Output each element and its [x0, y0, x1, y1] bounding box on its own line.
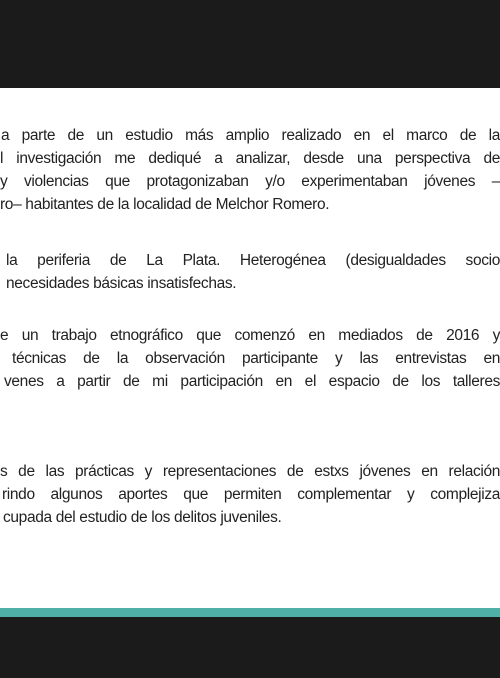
text-line: a parte de un estudio más amplio realizado en el marco de la	[1, 127, 500, 144]
paragraph-study-context	[0, 124, 500, 216]
text-line: e un trabajo etnográfico que comenzó en mediados de 2016 y	[0, 327, 500, 344]
paragraph-contributions	[0, 460, 500, 529]
text-line: venes a partir de mi participación en el espacio de los talleres	[4, 373, 500, 390]
text-line: s de las prácticas y representaciones de estxs jóvenes en relación	[0, 463, 500, 480]
text-line: cupada del estudio de los delitos juveniles.	[3, 509, 282, 526]
text-line: l investigación me dediqué a analizar, desde una perspectiva de	[0, 150, 500, 167]
paragraph-location	[0, 249, 500, 295]
text-line: la periferia de La Plata. Heterogénea (desigualdades socio	[6, 252, 500, 269]
top-bar	[0, 0, 500, 88]
text-line: necesidades básicas insatisfechas.	[6, 275, 237, 292]
text-line: y violencias que protagonizaban y/o experimentaban jóvenes –	[0, 173, 500, 190]
text-line: rindo algunos aportes que permiten complementar y complejiza	[2, 486, 500, 503]
text-line: técnicas de la observación participante y las entrevistas en	[12, 350, 500, 367]
slide-canvas	[0, 88, 500, 608]
text-line: ro– habitantes de la localidad de Melchor Romero.	[0, 196, 330, 213]
accent-stripe	[0, 608, 500, 617]
paragraph-methodology	[0, 324, 500, 393]
bottom-bar	[0, 617, 500, 678]
